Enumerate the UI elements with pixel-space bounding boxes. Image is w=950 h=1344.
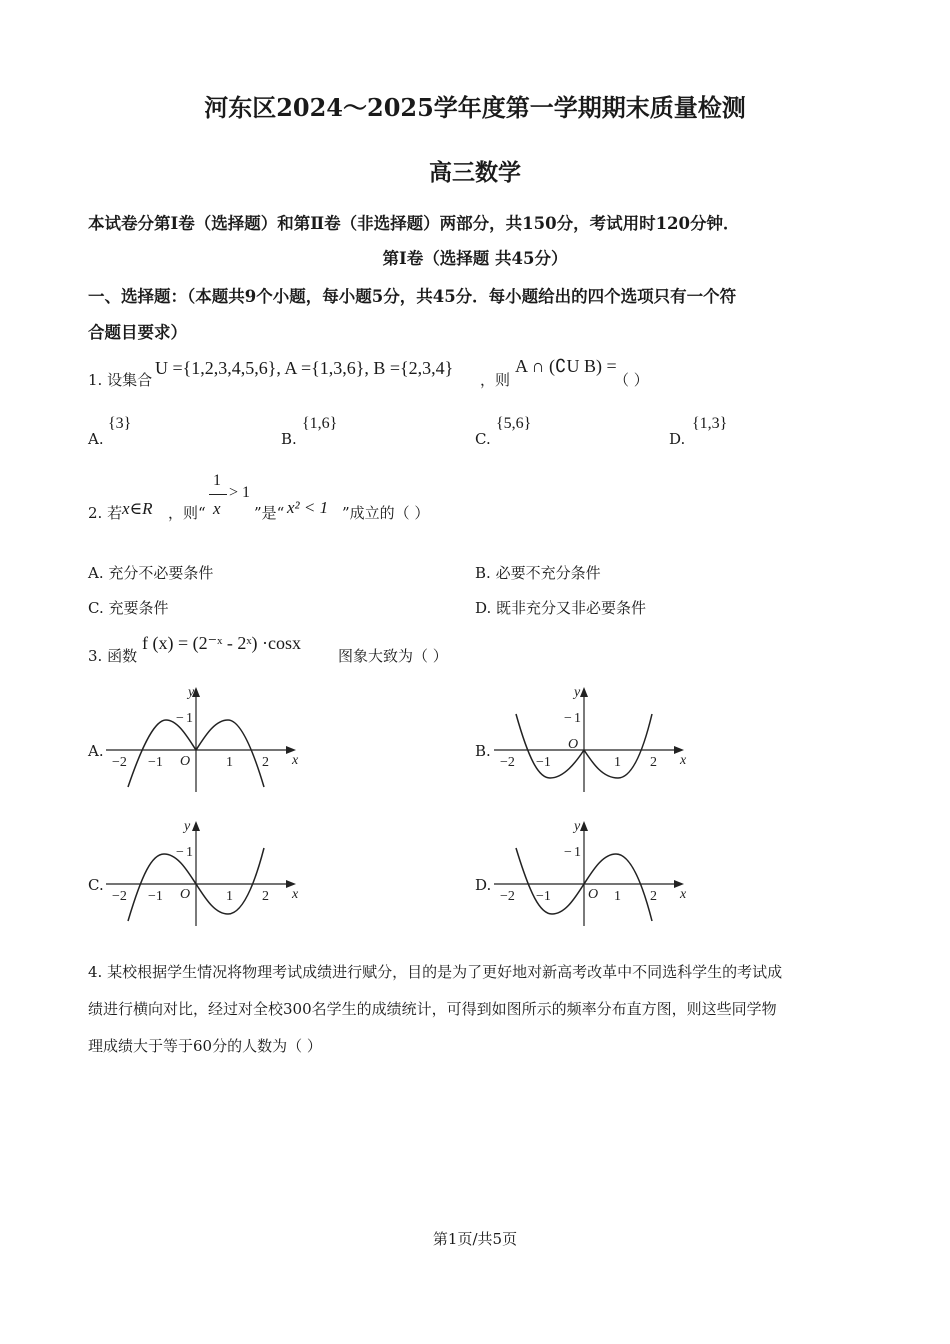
q2-prefix: 2. 若 — [88, 504, 123, 522]
y-axis-label: y — [574, 819, 581, 834]
q3-prefix: 3. 函数 — [88, 647, 138, 665]
q4-line1: 4. 某校根据学生情况将物理考试成绩进行赋分，目的是为了更好地对新高考改革中不同选科学生的考试成 — [88, 963, 783, 981]
y-axis-arrow — [580, 687, 588, 697]
x-tick-minus2: −2 — [112, 889, 127, 904]
q3-option-a-label: A. — [88, 742, 104, 760]
q2-mid2: ”是“ — [254, 504, 285, 522]
origin-label: O — [568, 737, 579, 752]
x-tick-minus2: −2 — [500, 755, 515, 770]
x-tick-2: 2 — [262, 755, 269, 770]
y-tick-label: 1 — [574, 711, 581, 726]
q4-line3: 理成绩大于等于60分的人数为（ ） — [88, 1037, 322, 1055]
y-tick-label: 1 — [186, 845, 193, 860]
y-axis-arrow — [580, 821, 588, 831]
y-tick-label: 1 — [186, 711, 193, 726]
q2-greater-than: > 1 — [229, 484, 251, 501]
q2-domain: x∈R — [122, 499, 153, 518]
y-tick-minus-label: − — [176, 845, 184, 860]
x-tick-1: 1 — [614, 889, 621, 904]
x-tick-minus2: −2 — [112, 755, 127, 770]
q3-graph-d — [492, 816, 692, 928]
origin-label: O — [180, 754, 191, 769]
origin-label: O — [180, 887, 191, 902]
q2-fraction-numerator: 1 — [213, 472, 221, 489]
q1-mid: ，则 — [480, 371, 511, 389]
q1-option-c-label: C. — [475, 430, 491, 448]
x-axis-label: x — [680, 887, 687, 902]
x-axis-label: x — [292, 887, 299, 902]
x-tick-2: 2 — [650, 889, 657, 904]
q3-function: f (x) = (2⁻ˣ - 2ˣ) ·cosx — [142, 633, 302, 653]
origin-label: O — [588, 887, 599, 902]
q3-option-b-label: B. — [475, 742, 491, 760]
q1-option-b-label: B. — [281, 430, 297, 448]
q2-option-a: A. 充分不必要条件 — [88, 564, 214, 582]
q1-sets: U ={1,2,3,4,5,6}, A ={1,3,6}, B ={2,3,4} — [155, 358, 454, 378]
q2-option-d: D. 既非充分又非必要条件 — [475, 599, 647, 617]
x-tick-1: 1 — [226, 755, 233, 770]
y-axis-label: y — [184, 819, 191, 834]
part1-title: 第Ⅰ卷（选择题 共45分） — [382, 249, 568, 268]
q2-option-c: C. 充要条件 — [88, 599, 169, 617]
q1-option-c-value: {5,6} — [496, 415, 532, 432]
q1-expression: A ∩ (∁U B) = — [515, 356, 617, 376]
y-tick-minus-label: − — [176, 711, 184, 726]
y-tick-minus-label: − — [564, 845, 572, 860]
x-tick-minus1: −1 — [536, 889, 551, 904]
q3-graph-b — [492, 682, 692, 794]
q1-option-d-label: D. — [669, 430, 686, 448]
y-tick-label: 1 — [574, 845, 581, 860]
x-tick-minus1: −1 — [536, 755, 551, 770]
q4-line2: 绩进行横向对比，经过对全校300名学生的成绩统计，可得到如图所示的频率分布直方图，则这些同学物 — [88, 1000, 777, 1018]
section1-line1: 一、选择题：（本题共9个小题，每小题5分，共45分．每小题给出的四个选项只有一个符 — [88, 287, 737, 306]
y-axis-label: y — [188, 685, 195, 700]
q2-condition: x² < 1 — [287, 498, 329, 517]
q3-graph-a — [104, 682, 304, 794]
q2-suffix: ”成立的（ ） — [342, 504, 430, 522]
x-tick-1: 1 — [226, 889, 233, 904]
y-axis-arrow — [192, 821, 200, 831]
x-tick-minus1: −1 — [148, 889, 163, 904]
q1-option-b-value: {1,6} — [302, 415, 338, 432]
q1-option-a-label: A. — [88, 430, 104, 448]
y-axis-label: y — [574, 685, 581, 700]
exam-intro: 本试卷分第Ⅰ卷（选择题）和第Ⅱ卷（非选择题）两部分，共150分，考试用时120分钟． — [88, 214, 740, 233]
x-axis-label: x — [680, 753, 687, 768]
x-tick-2: 2 — [650, 755, 657, 770]
page-footer: 第1页/共5页 — [432, 1230, 518, 1248]
q1-answer-paren: （ ） — [614, 371, 649, 389]
q2-option-b: B. 必要不充分条件 — [475, 564, 601, 582]
q2-fraction-bar — [209, 494, 227, 495]
x-tick-minus2: −2 — [500, 889, 515, 904]
q1-prefix: 1. 设集合 — [88, 371, 153, 389]
q3-graph-c — [104, 816, 304, 928]
q3-suffix: 图象大致为（ ） — [338, 647, 448, 665]
x-axis-label: x — [292, 753, 299, 768]
q1-option-d-value: {1,3} — [692, 415, 728, 432]
q2-fraction-denominator: x — [213, 499, 221, 518]
q3-option-d-label: D. — [475, 876, 492, 894]
subject-title: 高三数学 — [429, 159, 521, 186]
q1-option-a-value: {3} — [108, 415, 132, 432]
q2-mid1: ，则“ — [168, 504, 206, 522]
x-tick-2: 2 — [262, 889, 269, 904]
exam-title: 河东区2024～2025学年度第一学期期末质量检测 — [204, 93, 746, 122]
y-tick-minus-label: − — [564, 711, 572, 726]
q3-option-c-label: C. — [88, 876, 104, 894]
x-tick-1: 1 — [614, 755, 621, 770]
section1-line2: 合题目要求） — [88, 323, 187, 342]
x-tick-minus1: −1 — [148, 755, 163, 770]
